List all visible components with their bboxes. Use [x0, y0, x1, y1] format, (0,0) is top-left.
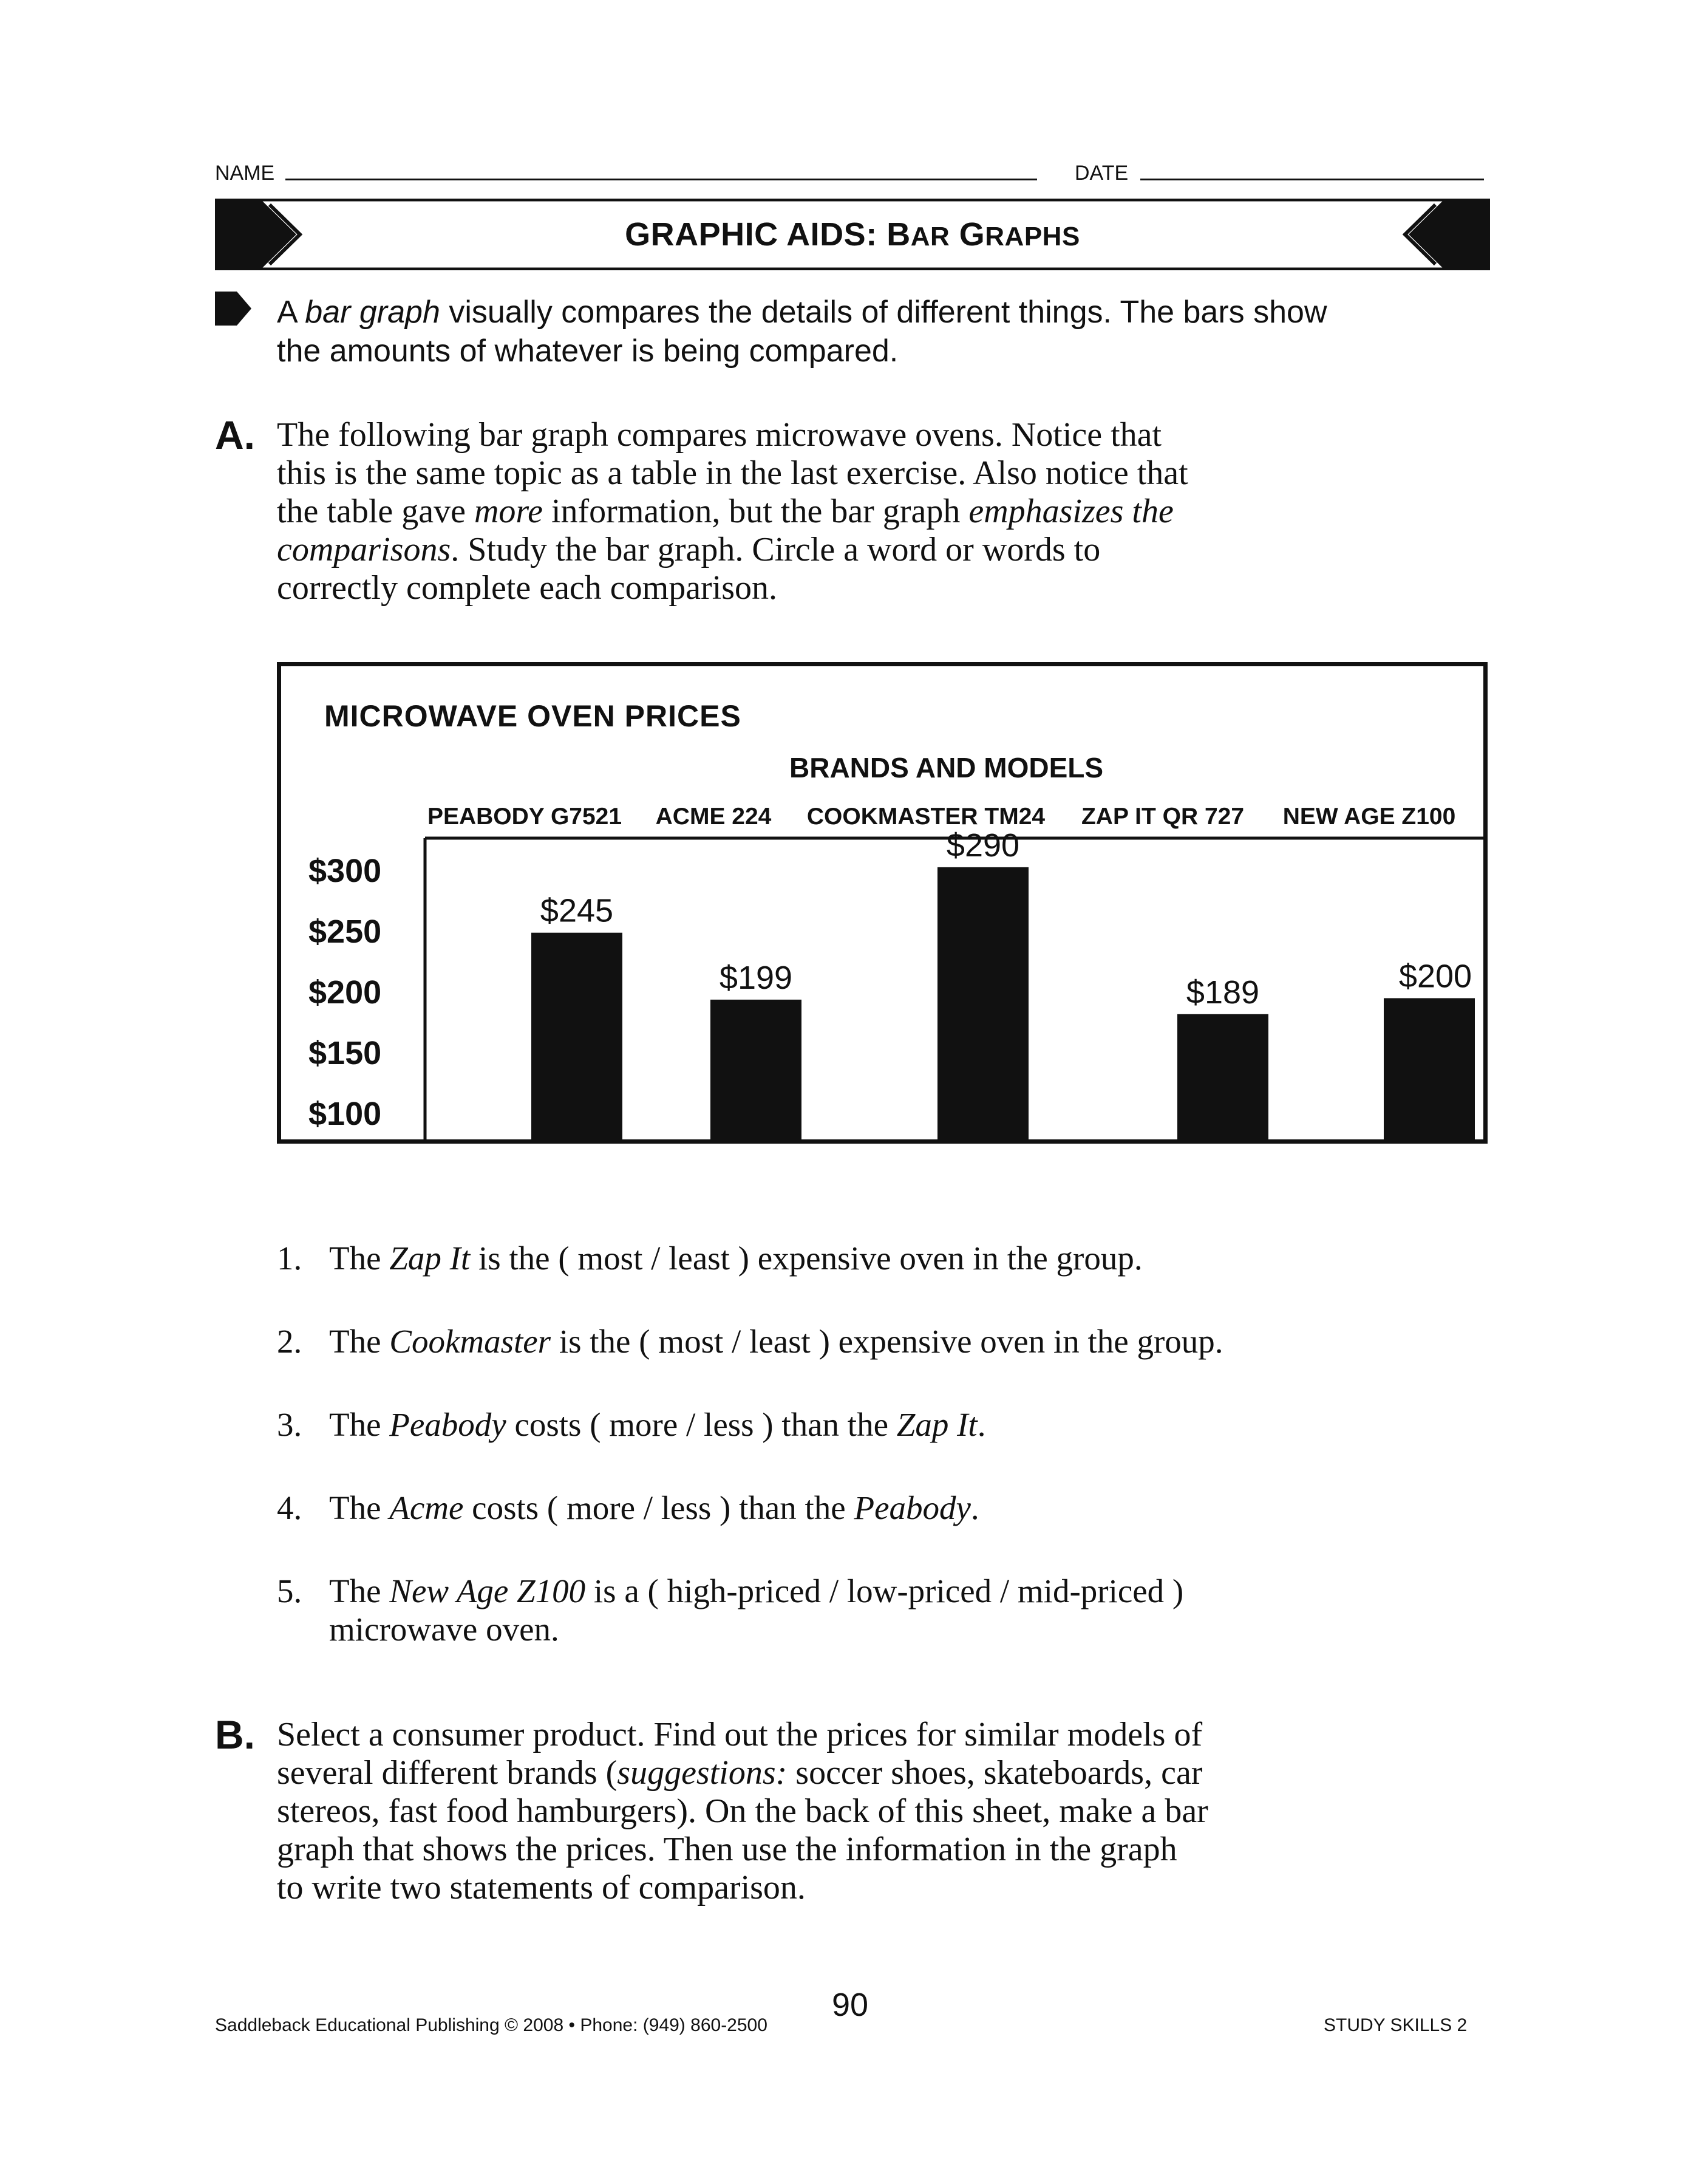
- bar: [531, 933, 622, 1144]
- section-b-letter: B.: [215, 1712, 255, 1757]
- bar: [710, 1000, 801, 1144]
- question-item: 5. The New Age Z100 is a ( high-priced / low-priced / mid-priced ) microwave oven.: [277, 1572, 1184, 1648]
- category-label: PEABODY G7521: [427, 804, 622, 830]
- question-item: 4. The Acme costs ( more / less ) than the Peabody.: [277, 1489, 979, 1526]
- section-b-text: Select a consumer product. Find out the prices for similar models of several different brands (suggestions: soccer shoes, skateboards, car stereos, fast food hamburgers). On the back of this sheet, make a bar graph that shows the prices. Then use the information in the graph to write two statements of comparison.: [277, 1716, 1208, 1906]
- name-label: NAME: [215, 162, 275, 185]
- bar-value-label: $290: [946, 827, 1020, 864]
- bar-value-label: $199: [719, 959, 793, 996]
- footer-publisher: Saddleback Educational Publishing © 2008 • Phone: (949) 860-2500: [215, 2015, 767, 2035]
- question-item: 2. The Cookmaster is the ( most / least ) expensive oven in the group.: [277, 1323, 1223, 1360]
- y-tick-label: $250: [308, 913, 382, 950]
- category-label: COOKMASTER TM24: [806, 804, 1046, 830]
- bar-value-label: $200: [1398, 958, 1472, 995]
- bar: [1384, 998, 1475, 1144]
- y-tick-label: $300: [308, 853, 382, 889]
- bar: [937, 867, 1029, 1144]
- page-title: GRAPHIC AIDS: BAR GRAPHS: [625, 216, 1080, 253]
- category-label: ZAP IT QR 727: [1081, 804, 1245, 830]
- chart-title: MICROWAVE OVEN PRICES: [324, 699, 741, 733]
- chart-x-axis-title: BRANDS AND MODELS: [789, 752, 1104, 783]
- section-a-letter: A.: [215, 412, 255, 457]
- section-a-text: The following bar graph compares microwave ovens. Notice that this is the same topic as a table in the last exercise. Also notice that the table gave more information, but the bar graph emphasizes the comparisons. Study the bar graph. Circle a word or words to correctly complete each comparison.: [277, 416, 1188, 607]
- y-tick-label: $150: [308, 1035, 382, 1071]
- page-number: 90: [832, 1987, 869, 2023]
- date-label: DATE: [1075, 162, 1129, 185]
- y-tick-label: $200: [308, 974, 382, 1011]
- footer-book-title: STUDY SKILLS 2: [1324, 2015, 1468, 2035]
- y-tick-label: $100: [308, 1096, 382, 1132]
- intro-paragraph: A bar graph visually compares the details of different things. The bars show the amounts of whatever is being compared.: [277, 295, 1327, 369]
- bar-value-label: $189: [1186, 974, 1260, 1011]
- category-label: NEW AGE Z100: [1282, 804, 1456, 830]
- question-item: 3. The Peabody costs ( more / less ) than the Zap It.: [277, 1406, 986, 1443]
- question-item: 1. The Zap It is the ( most / least ) expensive oven in the group.: [277, 1240, 1143, 1277]
- bar-value-label: $245: [540, 892, 614, 929]
- bar: [1177, 1014, 1268, 1144]
- category-label: ACME 224: [655, 804, 772, 830]
